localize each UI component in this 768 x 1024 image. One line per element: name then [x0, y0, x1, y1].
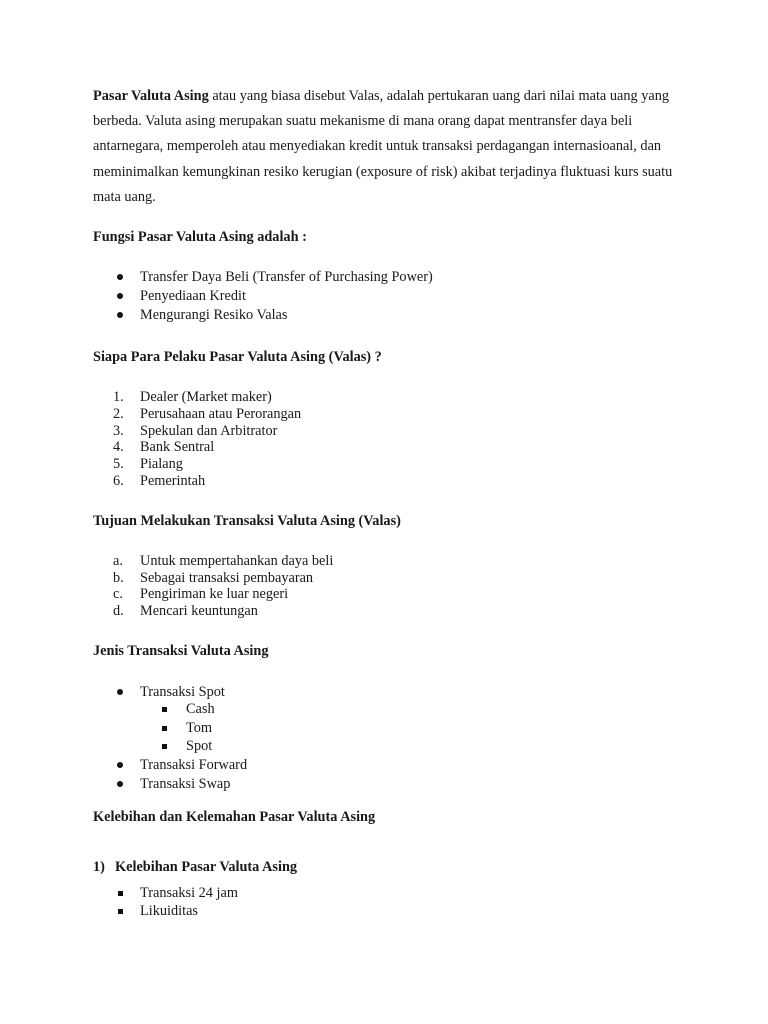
list-item: [0, 602, 768, 620]
bullet-disc-icon: [116, 683, 124, 701]
bullet-disc-icon: [116, 268, 124, 286]
list-item-text: Pengiriman ke luar negeri: [140, 586, 289, 602]
list-item: [0, 884, 768, 902]
list-item-text: Spekulan dan Arbitrator: [140, 423, 278, 439]
sub-list-item: [0, 737, 768, 755]
list-item: [0, 775, 768, 793]
list-item: [0, 455, 768, 473]
list-number: 5.: [113, 456, 124, 472]
tujuan-heading: Tujuan Melakukan Transaksi Valuta Asing (Valas): [93, 513, 401, 529]
list-item-text: Mengurangi Resiko Valas: [140, 307, 288, 323]
list-item: [0, 552, 768, 570]
list-item: [0, 438, 768, 456]
bullet-disc-icon: [116, 287, 124, 305]
list-item-text: Sebagai transaksi pembayaran: [140, 570, 314, 586]
bullet-square-icon: [160, 700, 168, 718]
list-letter: b.: [113, 570, 124, 586]
list-item-text: Dealer (Market maker): [140, 389, 272, 405]
list-item-text: Transaksi Forward: [140, 757, 248, 773]
list-item: [0, 306, 768, 324]
sub-list-item-text: Cash: [186, 701, 215, 717]
sub-list-item-text: Spot: [186, 738, 213, 754]
list-item-text: Untuk mempertahankan daya beli: [140, 553, 334, 569]
list-item-text: Transaksi Spot: [140, 684, 225, 700]
list-item: [0, 388, 768, 406]
list-item-text: Likuiditas: [140, 903, 198, 919]
bullet-square-icon: [160, 719, 168, 737]
sub-heading-text: Kelebihan Pasar Valuta Asing: [115, 859, 298, 875]
list-letter: a.: [113, 553, 123, 569]
list-item: [0, 405, 768, 423]
list-item: [0, 585, 768, 603]
list-item: [0, 287, 768, 305]
list-letter: c.: [113, 586, 123, 602]
kelebihan-sub-heading: [93, 857, 297, 877]
list-item: [0, 902, 768, 920]
intro-paragraph: [93, 84, 673, 210]
kelebihan-kelemahan-heading: Kelebihan dan Kelemahan Pasar Valuta Asing: [93, 809, 376, 825]
bullet-disc-icon: [116, 756, 124, 774]
list-item-text: Transfer Daya Beli (Transfer of Purchasing Power): [140, 269, 433, 285]
list-number: 1.: [113, 389, 124, 405]
list-item-text: Penyediaan Kredit: [140, 288, 246, 304]
list-number: 3.: [113, 423, 124, 439]
pelaku-heading: Siapa Para Pelaku Pasar Valuta Asing (Valas) ?: [93, 349, 382, 365]
list-item: [0, 472, 768, 490]
sub-heading-number: 1): [93, 859, 105, 875]
list-item: [0, 683, 768, 701]
list-item-text: Pialang: [140, 456, 183, 472]
bullet-square-icon: [160, 737, 168, 755]
bullet-square-icon: [116, 902, 124, 920]
sub-list-item: [0, 719, 768, 737]
list-number: 4.: [113, 439, 124, 455]
list-item: [0, 756, 768, 774]
list-letter: d.: [113, 603, 124, 619]
bullet-square-icon: [116, 884, 124, 902]
bullet-disc-icon: [116, 306, 124, 324]
list-item: [0, 268, 768, 286]
fungsi-heading: Fungsi Pasar Valuta Asing adalah :: [93, 229, 307, 245]
list-item-text: Perusahaan atau Perorangan: [140, 406, 302, 422]
bullet-disc-icon: [116, 775, 124, 793]
list-item-text: Bank Sentral: [140, 439, 215, 455]
intro-term: Pasar Valuta Asing: [93, 88, 209, 104]
list-number: 6.: [113, 473, 124, 489]
sub-list-item: [0, 700, 768, 718]
list-item-text: Pemerintah: [140, 473, 206, 489]
list-item-text: Transaksi 24 jam: [140, 885, 238, 901]
list-item-text: Mencari keuntungan: [140, 603, 258, 619]
list-item-text: Transaksi Swap: [140, 776, 231, 792]
intro-body: atau yang biasa disebut Valas, adalah pertukaran uang dari nilai mata uang yang berbeda. Valuta asing merupakan suatu mekanisme di mana orang dapat mentransfer daya beli antarnegara, memperoleh atau menyediakan kredit untuk transaksi perdagangan internasioanal, dan meminimalkan kemungkinan resiko kerugian (exposure of risk) akibat terjadinya fluktuasi kurs suatu mata uang.: [93, 88, 673, 205]
jenis-heading: Jenis Transaksi Valuta Asing: [93, 643, 269, 659]
sub-list-item-text: Tom: [186, 720, 213, 736]
list-number: 2.: [113, 406, 124, 422]
